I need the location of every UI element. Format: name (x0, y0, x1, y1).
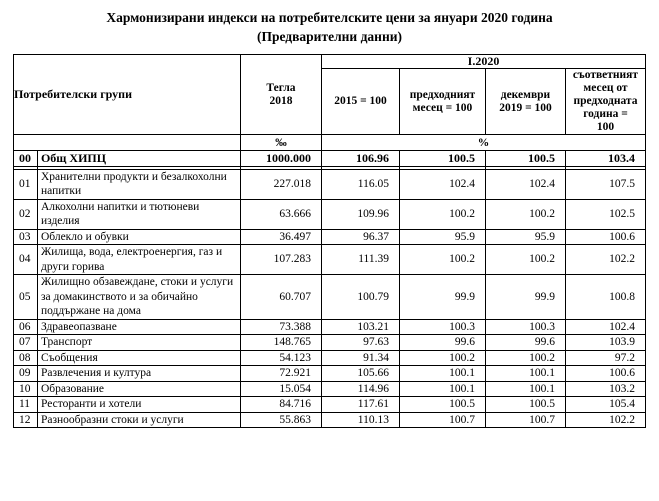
row-code: 03 (13, 229, 37, 245)
row-value-prev-month: 95.9 (399, 229, 485, 245)
header-weights (240, 55, 321, 135)
header-col-corresp-line1: съответният (572, 69, 639, 81)
header-period: I.2020 (321, 55, 645, 69)
row-code: 08 (13, 350, 37, 366)
header-col-corresp-line5: 100 (596, 121, 615, 133)
row-label: Транспорт (37, 335, 240, 351)
row-label: Алкохолни напитки и тютюневи изделия (37, 199, 240, 229)
table-row (13, 319, 645, 335)
row-value-corresp: 102.2 (565, 412, 645, 428)
header-col-prev-month-line1: предходният (409, 88, 476, 101)
header-col-corresponding-month (565, 69, 645, 135)
row-value-corresp: 105.4 (565, 397, 645, 413)
row-value-dec2019: 100.5 (485, 397, 565, 413)
row-value-corresp: 107.5 (565, 169, 645, 199)
header-col-dec-2019 (485, 69, 565, 135)
row-code: 06 (13, 319, 37, 335)
header-col-2015: 2015 = 100 (321, 69, 399, 135)
row-label: Облекло и обувки (37, 229, 240, 245)
unit-percent: % (321, 135, 645, 151)
header-col-dec-line2: 2019 = 100 (499, 101, 552, 114)
row-value-i2015: 103.21 (321, 319, 399, 335)
row-value-corresp: 100.6 (565, 366, 645, 382)
table-row (13, 350, 645, 366)
row-label: Разнообразни стоки и услуги (37, 412, 240, 428)
header-col-corresp-line2: месец от (583, 82, 628, 94)
row-label: Хранителни продукти и безалкохолни напитки (37, 169, 240, 199)
row-code: 10 (13, 381, 37, 397)
row-value-prev-month: 100.2 (399, 245, 485, 275)
row-code: 11 (13, 397, 37, 413)
row-value-corresp: 100.8 (565, 275, 645, 320)
row-value-corresp: 102.5 (565, 199, 645, 229)
row-value-i2015: 105.66 (321, 366, 399, 382)
row-value-weight: 73.388 (240, 319, 321, 335)
header-weights-line2: 2018 (269, 94, 293, 107)
table-row (13, 151, 645, 167)
row-value-weight: 84.716 (240, 397, 321, 413)
row-code: 01 (13, 169, 37, 199)
row-value-dec2019: 100.3 (485, 319, 565, 335)
row-value-i2015: 97.63 (321, 335, 399, 351)
row-label: Съобщения (37, 350, 240, 366)
row-label: Образование (37, 381, 240, 397)
title-line-1: Хармонизирани индекси на потребителските цени за януари 2020 година (106, 10, 553, 25)
unit-blank (13, 135, 240, 151)
row-value-dec2019: 100.2 (485, 350, 565, 366)
row-value-prev-month: 100.1 (399, 381, 485, 397)
row-value-corresp: 97.2 (565, 350, 645, 366)
row-code: 07 (13, 335, 37, 351)
row-value-corresp: 103.9 (565, 335, 645, 351)
table-body (13, 151, 645, 428)
row-value-dec2019: 99.6 (485, 335, 565, 351)
row-value-dec2019: 99.9 (485, 275, 565, 320)
row-value-dec2019: 102.4 (485, 169, 565, 199)
row-value-dec2019: 100.2 (485, 199, 565, 229)
row-value-dec2019: 100.1 (485, 381, 565, 397)
row-value-prev-month: 99.6 (399, 335, 485, 351)
row-label: Здравеопазване (37, 319, 240, 335)
table-row (13, 275, 645, 320)
table-row (13, 366, 645, 382)
row-value-prev-month: 100.1 (399, 366, 485, 382)
row-value-prev-month: 100.7 (399, 412, 485, 428)
row-value-i2015: 96.37 (321, 229, 399, 245)
header-col-prev-month (399, 69, 485, 135)
header-col-prev-month-line2: месец = 100 (412, 101, 473, 114)
row-value-corresp: 100.6 (565, 229, 645, 245)
row-value-dec2019: 100.1 (485, 366, 565, 382)
row-code: 02 (13, 199, 37, 229)
row-value-weight: 15.054 (240, 381, 321, 397)
table-row (13, 335, 645, 351)
row-value-weight: 148.765 (240, 335, 321, 351)
title-line-2: (Предварителни данни) (256, 29, 402, 44)
table-row (13, 229, 645, 245)
row-value-i2015: 116.05 (321, 169, 399, 199)
row-value-prev-month: 102.4 (399, 169, 485, 199)
table-row (13, 397, 645, 413)
table-row (13, 199, 645, 229)
table-row (13, 381, 645, 397)
row-value-weight: 63.666 (240, 199, 321, 229)
row-value-corresp: 102.4 (565, 319, 645, 335)
row-value-weight: 107.283 (240, 245, 321, 275)
row-value-dec2019: 95.9 (485, 229, 565, 245)
row-value-dec2019: 100.5 (485, 151, 565, 167)
row-value-prev-month: 99.9 (399, 275, 485, 320)
row-value-weight: 54.123 (240, 350, 321, 366)
header-row-units (13, 135, 645, 151)
row-value-dec2019: 100.2 (485, 245, 565, 275)
header-row-top (13, 55, 645, 69)
row-label: Жилищно обзавеждане, стоки и услуги за домакинството и за обичайно поддържане на дома (37, 275, 240, 320)
row-code: 04 (13, 245, 37, 275)
row-value-prev-month: 100.3 (399, 319, 485, 335)
document-title (0, 0, 659, 46)
row-label: Общ ХИПЦ (37, 151, 240, 167)
row-value-prev-month: 100.5 (399, 151, 485, 167)
row-value-i2015: 100.79 (321, 275, 399, 320)
row-label: Ресторанти и хотели (37, 397, 240, 413)
row-value-weight: 60.707 (240, 275, 321, 320)
row-value-corresp: 102.2 (565, 245, 645, 275)
row-value-weight: 1000.000 (240, 151, 321, 167)
row-value-corresp: 103.4 (565, 151, 645, 167)
row-value-prev-month: 100.2 (399, 350, 485, 366)
header-col-corresp-line3: предходната (573, 95, 638, 107)
row-value-i2015: 91.34 (321, 350, 399, 366)
row-value-i2015: 114.96 (321, 381, 399, 397)
row-value-i2015: 110.13 (321, 412, 399, 428)
row-code: 09 (13, 366, 37, 382)
row-value-i2015: 111.39 (321, 245, 399, 275)
hicp-table (13, 54, 646, 428)
unit-permille: ‰ (240, 135, 321, 151)
row-value-i2015: 109.96 (321, 199, 399, 229)
table-row (13, 412, 645, 428)
row-value-weight: 36.497 (240, 229, 321, 245)
row-value-weight: 227.018 (240, 169, 321, 199)
row-label: Развлечения и култура (37, 366, 240, 382)
table-row (13, 245, 645, 275)
table-header (13, 55, 645, 151)
row-value-weight: 55.863 (240, 412, 321, 428)
row-value-dec2019: 100.7 (485, 412, 565, 428)
header-consumer-groups: Потребителски групи (13, 55, 240, 135)
header-weights-line1: Тегла (266, 81, 296, 94)
row-value-i2015: 106.96 (321, 151, 399, 167)
table-row (13, 169, 645, 199)
row-value-i2015: 117.61 (321, 397, 399, 413)
row-code: 05 (13, 275, 37, 320)
header-col-corresp-line4: година = (583, 108, 628, 120)
row-value-prev-month: 100.2 (399, 199, 485, 229)
row-label: Жилища, вода, електроенергия, газ и други горива (37, 245, 240, 275)
row-value-prev-month: 100.5 (399, 397, 485, 413)
header-col-dec-line1: декември (500, 88, 551, 101)
row-code: 00 (13, 151, 37, 167)
row-code: 12 (13, 412, 37, 428)
row-value-corresp: 103.2 (565, 381, 645, 397)
row-value-weight: 72.921 (240, 366, 321, 382)
